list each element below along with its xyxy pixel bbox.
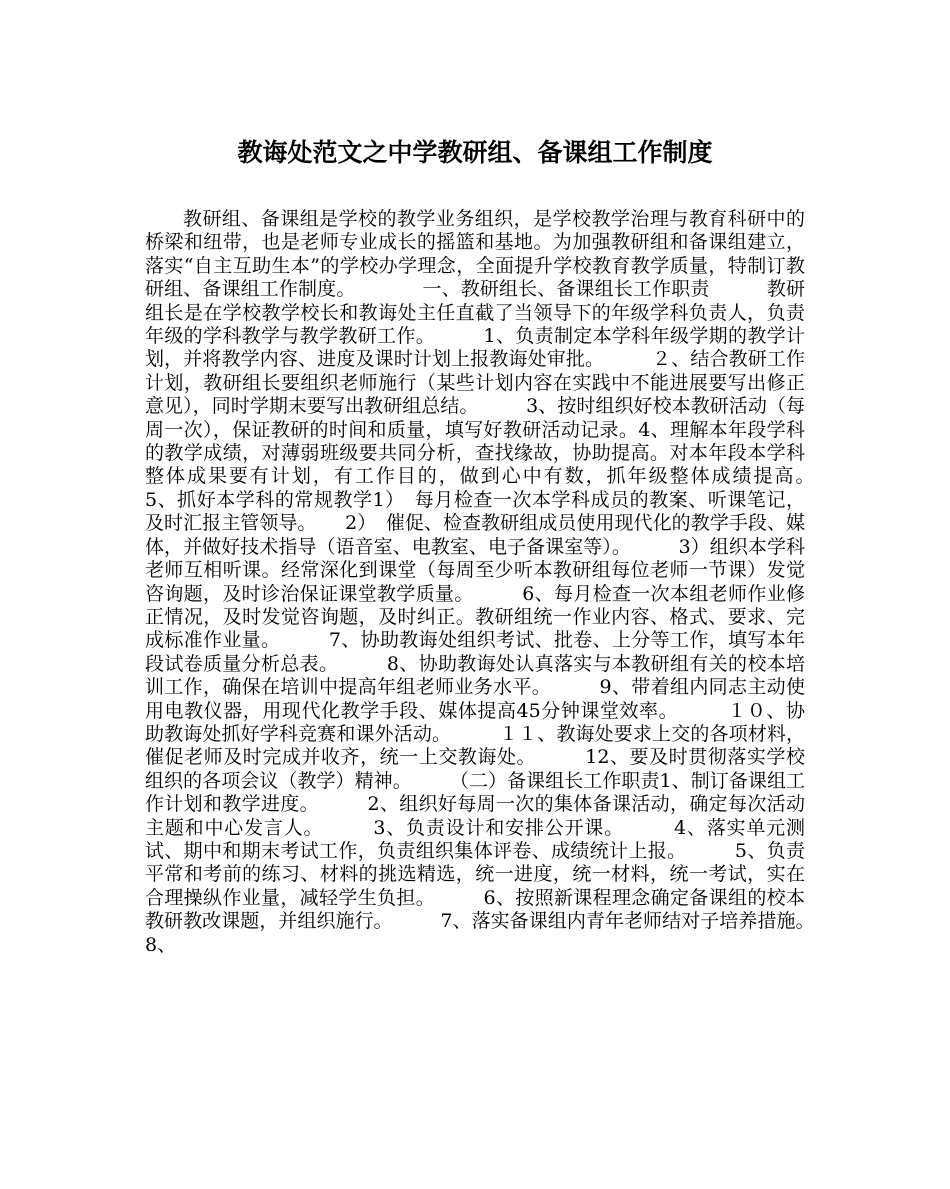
document-body: 教研组、备课组是学校的教学业务组织，是学校教学治理与教育科研中的桥梁和纽带，也是老师专业成长的摇篮和基地。为加强教研组和备课组建立，落实“自主互助生本”的学校办学理念，全面提升学校教育教学质量，特制订教研组、备课组工作制度。 一、教研组长、备课组长工作职责 教研组长是在学校教学校长和教诲处主任直截了当领导下的年级学科负责人，负责年级的学科教学与教学教研工作。 1、负责制定本学科年级学期的教学计划，并将教学内容、进度及课时计划上报教诲处审批。 ２、结合教研工作计划，教研组长要组织老师施行（某些计划内容在实践中不能进展要写出修正意见），同时学期末要写出教研组总结。 3、按时组织好校本教研活动（每周一次），保证教研的时间和质量，填写好教研活动记录。4、理解本年段学科的教学成绩，对薄弱班级要共同分析，查找缘故，协助提高。对本年段本学科整体成果要有计划，有工作目的，做到心中有数，抓年级整体成绩提高。 5、抓好本学科的常规教学1） 每月检查一次本学科成员的教案、听课笔记，及时汇报主管领导。 2） 催促、检查教研组成员使用现代化的教学手段、媒体，并做好技术指导（语音室、电教室、电子备课室等）。 3）组织本学科老师互相听课。经常深化到课堂（每周至少听本教研组每位老师一节课）发觉咨询题，及时诊治保证课堂教学质量。 6、每月检查一次本组老师作业修正情况，及时发觉咨询题，及时纠正。教研组统一作业内容、格式、要求、完成标准作业量。 7、协助教诲处组织考试、批卷、上分等工作，填写本年段试卷质量分析总表。 8、协助教诲处认真落实与本教研组有关的校本培训工作，确保在培训中提高年组老师业务水平。 9、带着组内同志主动使用电教仪器，用现代化教学手段、媒体提高45分钟课堂效率。 １０、协助教诲处抓好学科竞赛和课外活动。 １１、教诲处要求上交的各项材料，催促老师及时完成并收齐，统一上交教诲处。 12、要及时贯彻落实学校组织的各项会议（教学）精神。 （二）备课组长工作职责1、制订备课组工作计划和教学进度。 2、组织好每周一次的集体备课活动，确定每次活动主题和中心发言人。 3、负责设计和安排公开课。 4、落实单元测试、期中和期末考试工作，负责组织集体评卷、成绩统计上报。 5、负责平常和考前的练习、材料的挑选精选，统一进度，统一材料，统一考试，实在合理操纵作业量，减轻学生负担。 6、按照新课程理念确定备课组的校本教研教改课题，并组织施行。 7、落实备课组内青年老师结对子培养措施。 8、 xyxy=(145,208,863,956)
document-title: 教诲处范文之中学教研组、备课组工作制度 xyxy=(237,138,713,167)
